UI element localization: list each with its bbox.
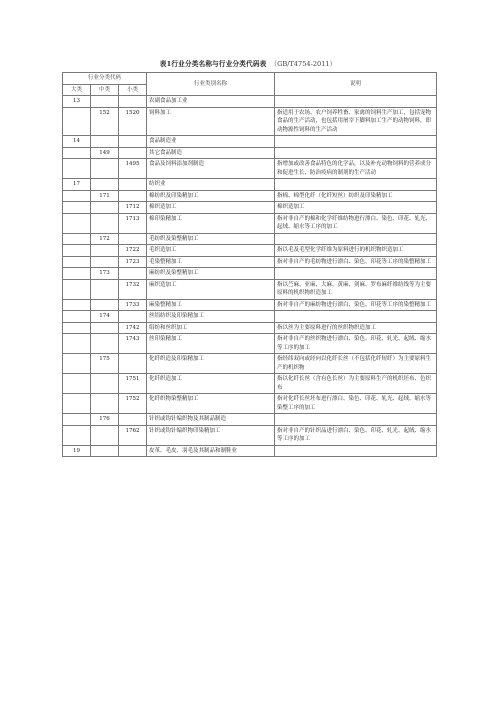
cell-medium xyxy=(91,374,119,394)
cell-minor: 1751 xyxy=(119,374,147,394)
cell-desc xyxy=(275,414,437,426)
cell-major xyxy=(63,245,91,257)
table-row xyxy=(63,445,437,457)
table-row xyxy=(63,179,437,191)
table-row xyxy=(63,96,437,108)
cell-desc xyxy=(275,96,437,108)
cell-minor: 1762 xyxy=(119,425,147,445)
cell-medium: 173 xyxy=(91,268,119,280)
cell-name: 棉织造加工 xyxy=(147,202,275,214)
cell-minor: 1722 xyxy=(119,245,147,257)
table-row xyxy=(63,159,437,179)
cell-name: 麻染整精加工 xyxy=(147,299,275,311)
cell-minor xyxy=(119,354,147,374)
cell-major xyxy=(63,311,91,323)
cell-name: 化纤织造及印染精加工 xyxy=(147,354,275,374)
cell-desc: 指对非自产的针织品进行漂白、染色、印花、轧光、起绒、缩水等工序的加工 xyxy=(275,425,437,445)
header-major: 大类 xyxy=(63,84,91,96)
cell-desc: 指以化纤长丝（含有色长丝）为主要原料生产的机织坯布、色织布 xyxy=(275,374,437,394)
cell-minor: 1712 xyxy=(119,202,147,214)
cell-desc xyxy=(275,445,437,457)
cell-minor: 1723 xyxy=(119,256,147,268)
header-row-top xyxy=(63,73,437,85)
cell-medium xyxy=(91,159,119,179)
cell-name: 麻织造加工 xyxy=(147,279,275,299)
header-minor: 小类 xyxy=(119,84,147,96)
cell-name: 绢纺和丝织加工 xyxy=(147,322,275,334)
cell-desc xyxy=(275,179,437,191)
cell-major xyxy=(63,107,91,136)
cell-medium xyxy=(91,279,119,299)
cell-desc: 指对非自产的丝织物进行漂白、染色、印花、轧光、起绒、缩水等工序的加工 xyxy=(275,334,437,354)
cell-name: 丝绢纺织及印染精加工 xyxy=(147,311,275,323)
cell-name: 毛纺织及染整精加工 xyxy=(147,233,275,245)
cell-major xyxy=(63,202,91,214)
cell-major: 14 xyxy=(63,136,91,148)
cell-minor xyxy=(119,179,147,191)
cell-desc: 指以丝为主要原料进行的丝织物织造加工 xyxy=(275,322,437,334)
cell-major xyxy=(63,190,91,202)
cell-name: 饲料加工 xyxy=(147,107,275,136)
cell-name: 其它食品制造 xyxy=(147,147,275,159)
table-row xyxy=(63,107,437,136)
cell-name: 麻纺织及染整精加工 xyxy=(147,268,275,280)
cell-name: 食品及饲料添加剂制造 xyxy=(147,159,275,179)
industry-classification-table xyxy=(62,72,437,457)
cell-medium xyxy=(91,334,119,354)
cell-minor xyxy=(119,96,147,108)
cell-minor: 1520 xyxy=(119,107,147,136)
cell-name: 针织或钩针编织物印染精加工 xyxy=(147,425,275,445)
table-title xyxy=(0,60,496,69)
cell-minor xyxy=(119,136,147,148)
cell-major xyxy=(63,256,91,268)
cell-name: 纺织业 xyxy=(147,179,275,191)
cell-major xyxy=(63,322,91,334)
cell-minor: 1713 xyxy=(119,213,147,233)
cell-desc: 指经纬双向或经向以化纤长丝（不包括化纤短纤）为主要原料生产的机织物 xyxy=(275,354,437,374)
table-row xyxy=(63,374,437,394)
cell-major xyxy=(63,147,91,159)
table-row xyxy=(63,311,437,323)
cell-desc xyxy=(275,147,437,159)
cell-medium xyxy=(91,322,119,334)
cell-name: 化纤织物染整精加工 xyxy=(147,394,275,414)
table-row xyxy=(63,299,437,311)
table-row xyxy=(63,414,437,426)
cell-medium xyxy=(91,394,119,414)
table-row xyxy=(63,268,437,280)
cell-desc xyxy=(275,268,437,280)
cell-major xyxy=(63,159,91,179)
table-row xyxy=(63,213,437,233)
cell-name: 化纤织造加工 xyxy=(147,374,275,394)
cell-desc xyxy=(275,311,437,323)
cell-medium xyxy=(91,136,119,148)
table-row xyxy=(63,256,437,268)
cell-desc: 指适用于农场、农户饲养牲畜、家禽的饲料生产加工，包括宠物食品的生产活动，也包括用屠宰下脚料加工生产的动物饲料，即动物源性饲料的生产活动 xyxy=(275,107,437,136)
cell-major xyxy=(63,394,91,414)
cell-medium xyxy=(91,96,119,108)
cell-desc: 指以苎麻、亚麻、大麻、黄麻、剑麻、罗布麻纤维纺线等为主要原料的机织物织造加工 xyxy=(275,279,437,299)
cell-desc: 指对非自产的棉和化学纤维纺物进行漂白、染色、印花、轧光、起绒、缩水等工序的加工 xyxy=(275,213,437,233)
table-row xyxy=(63,322,437,334)
table-row xyxy=(63,233,437,245)
cell-desc: 指对非自产的麻纺物进行漂白、染色、印花等工序的染整精加工 xyxy=(275,299,437,311)
table-row xyxy=(63,245,437,257)
cell-medium: 152 xyxy=(91,107,119,136)
cell-major xyxy=(63,334,91,354)
cell-name: 皮革、毛皮、羽毛及其制品和制鞋业 xyxy=(147,445,275,457)
cell-minor xyxy=(119,147,147,159)
cell-desc: 指对化纤长丝坯布进行漂白、染色、印花、轧光、起绒、缩水等染整工序的加工 xyxy=(275,394,437,414)
table-row xyxy=(63,334,437,354)
cell-minor: 1743 xyxy=(119,334,147,354)
cell-major xyxy=(63,213,91,233)
cell-desc: 指增加或改善食品特色的化学品，以及补充动物饲料的营养成分和促进生长、防治疫病的制剂的生产活动 xyxy=(275,159,437,179)
cell-major xyxy=(63,279,91,299)
cell-minor: 1732 xyxy=(119,279,147,299)
cell-major xyxy=(63,354,91,374)
cell-name: 农副食品加工业 xyxy=(147,96,275,108)
cell-medium xyxy=(91,445,119,457)
cell-name: 针织或钩针编织物及其制品制造 xyxy=(147,414,275,426)
table-row xyxy=(63,394,437,414)
cell-minor xyxy=(119,414,147,426)
table-row xyxy=(63,279,437,299)
cell-major: 17 xyxy=(63,179,91,191)
cell-major xyxy=(63,374,91,394)
cell-desc: 指以毛及毛型化学纤维为原料进行的机织物织造加工 xyxy=(275,245,437,257)
cell-major: 19 xyxy=(63,445,91,457)
table-title-standard: （GB/T4754-2011） xyxy=(270,60,337,68)
table-row xyxy=(63,202,437,214)
table-title-main: 表1行业分类名称与行业分类代码表 xyxy=(159,60,267,68)
header-medium: 中类 xyxy=(91,84,119,96)
cell-desc: 棉织造加工 xyxy=(275,202,437,214)
cell-minor xyxy=(119,445,147,457)
cell-minor xyxy=(119,190,147,202)
cell-name: 毛染整精加工 xyxy=(147,256,275,268)
header-name: 行业类别名称 xyxy=(147,73,275,96)
cell-major xyxy=(63,268,91,280)
cell-medium xyxy=(91,299,119,311)
cell-medium: 176 xyxy=(91,414,119,426)
cell-name: 棉印染精加工 xyxy=(147,213,275,233)
cell-medium: 175 xyxy=(91,354,119,374)
cell-minor xyxy=(119,268,147,280)
cell-desc: 指棉、棉型化纤（化纤短丝）纺织及印染精加工 xyxy=(275,190,437,202)
table-row xyxy=(63,425,437,445)
table-row xyxy=(63,136,437,148)
cell-name: 毛织造加工 xyxy=(147,245,275,257)
cell-medium: 149 xyxy=(91,147,119,159)
cell-minor xyxy=(119,311,147,323)
cell-minor xyxy=(119,233,147,245)
cell-minor: 1733 xyxy=(119,299,147,311)
cell-minor: 1742 xyxy=(119,322,147,334)
table-row xyxy=(63,147,437,159)
table-row xyxy=(63,354,437,374)
cell-medium xyxy=(91,425,119,445)
cell-major xyxy=(63,299,91,311)
cell-medium: 171 xyxy=(91,190,119,202)
cell-name: 食品制造业 xyxy=(147,136,275,148)
cell-medium: 172 xyxy=(91,233,119,245)
cell-medium xyxy=(91,256,119,268)
cell-desc: 指对非自产的毛纺物进行漂白、染色、印花等工序的染整精加工 xyxy=(275,256,437,268)
cell-desc xyxy=(275,136,437,148)
cell-name: 棉纺织及印染精加工 xyxy=(147,190,275,202)
header-code-group: 行业分类代码 xyxy=(63,73,147,85)
cell-medium xyxy=(91,213,119,233)
cell-name: 丝印染精加工 xyxy=(147,334,275,354)
cell-major: 13 xyxy=(63,96,91,108)
header-desc: 说明 xyxy=(275,73,437,96)
cell-desc xyxy=(275,233,437,245)
cell-minor: 1495 xyxy=(119,159,147,179)
table-row xyxy=(63,190,437,202)
cell-medium: 174 xyxy=(91,311,119,323)
cell-major xyxy=(63,425,91,445)
cell-major xyxy=(63,414,91,426)
cell-medium xyxy=(91,245,119,257)
cell-major xyxy=(63,233,91,245)
cell-medium xyxy=(91,179,119,191)
cell-minor: 1752 xyxy=(119,394,147,414)
cell-medium xyxy=(91,202,119,214)
